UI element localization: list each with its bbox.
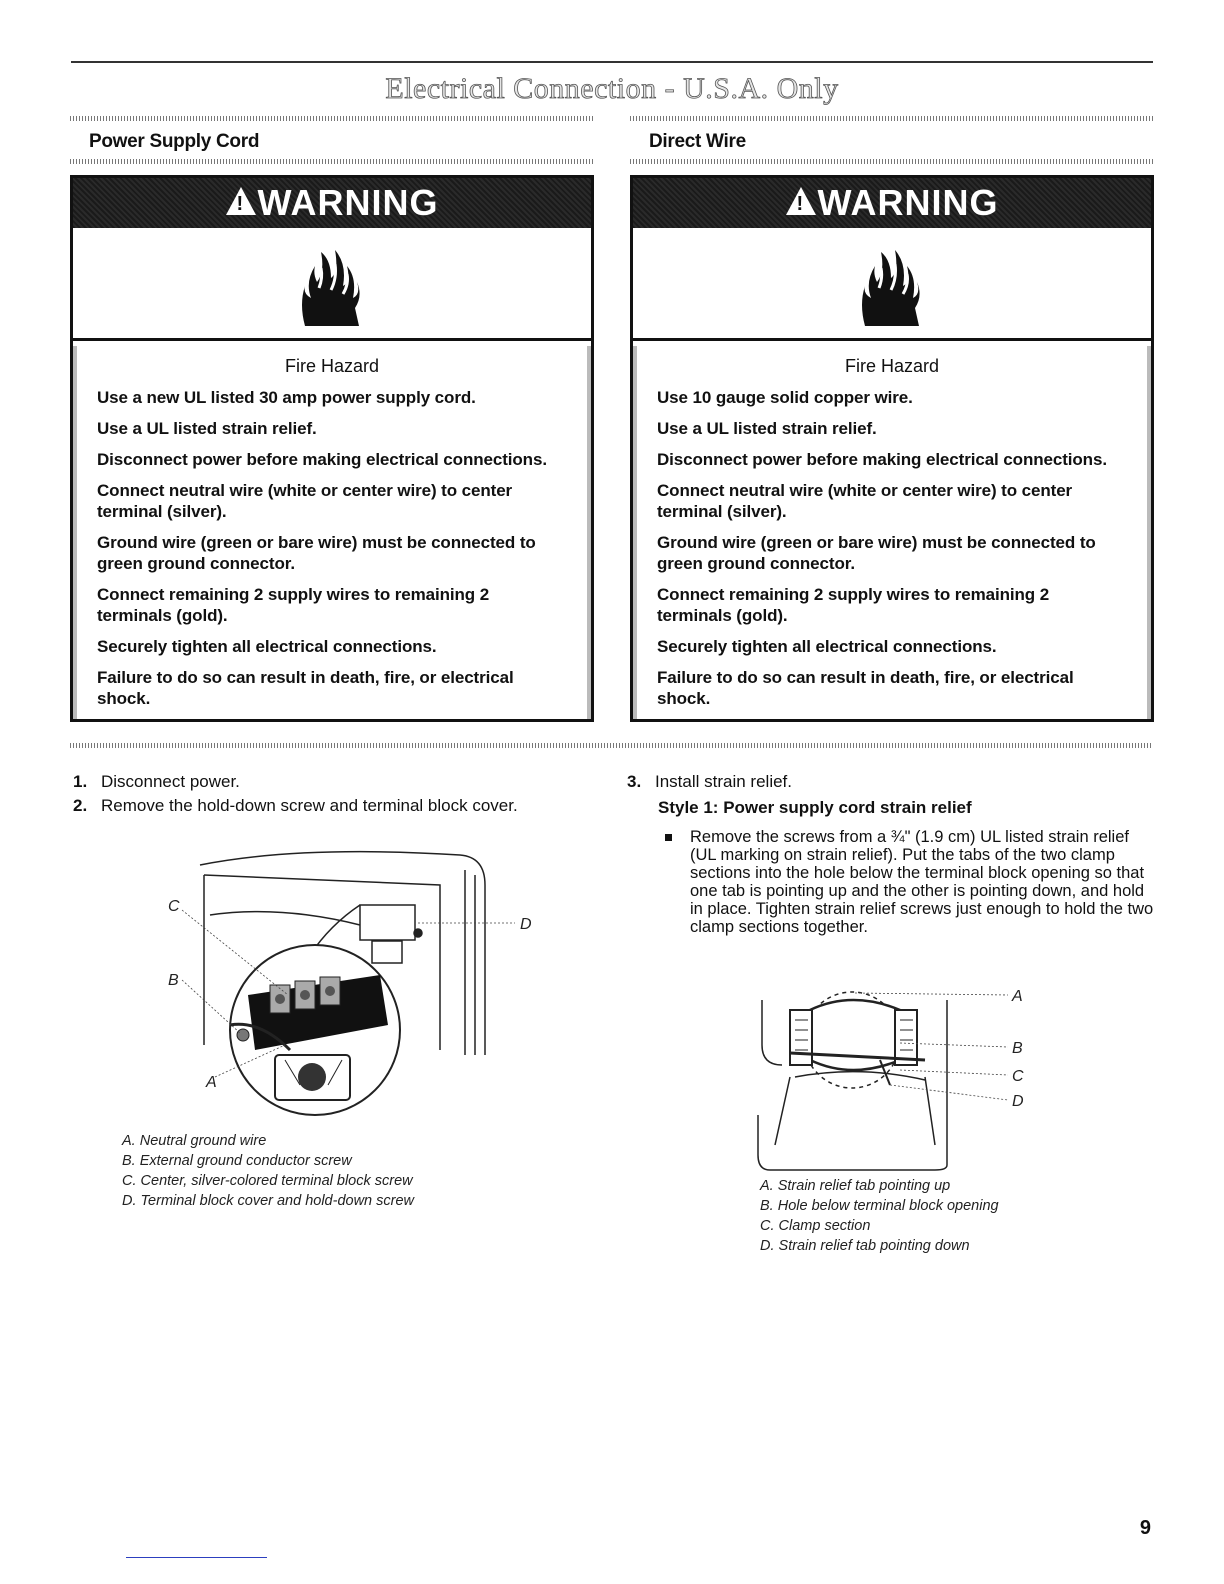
label-b: B [1012,1040,1023,1057]
figure-caption-right [760,1176,999,1256]
caption-line: D. Terminal block cover and hold-down screw [122,1193,415,1209]
square-bullet-icon [665,834,672,841]
fire-icon-area [633,228,1151,341]
page-number: 9 [1139,1517,1151,1539]
warning-line: Use a UL listed strain relief. [97,419,317,438]
strain-relief-illustration [740,965,1060,1175]
dotted-divider [70,159,594,164]
fire-icon-area [73,228,591,341]
terminal-block-illustration [160,845,560,1135]
warning-triangle-icon [226,187,256,215]
bullet-item [665,828,1157,936]
warning-line: Ground wire (green or bare wire) must be connected to green ground connector. [97,533,536,573]
warning-line: Securely tighten all electrical connections. [657,637,997,656]
caption-line: D. Strain relief tab pointing down [760,1238,970,1254]
power-supply-cord-section [70,116,594,164]
section-heading: Power Supply Cord [89,131,260,152]
warning-line: Disconnect power before making electrical connections. [97,450,547,469]
step-number: 3. [627,772,642,791]
warning-banner [633,178,1151,228]
warning-body [633,346,1151,719]
warning-box [70,175,594,722]
caption-line: C. Center, silver-colored terminal block screw [122,1173,413,1189]
footer-link-underline [126,1557,267,1558]
section-heading: Direct Wire [649,131,746,152]
warning-line: Use a new UL listed 30 amp power supply cord. [97,388,476,407]
warning-line: Connect neutral wire (white or center wire) to center terminal (silver). [97,481,513,521]
top-rule [71,61,1153,63]
label-d: D [1012,1093,1024,1110]
label-a: A [1012,988,1023,1005]
fire-hazard-icon [857,238,927,328]
warning-line: Disconnect power before making electrical connections. [657,450,1107,469]
hazard-title: Fire Hazard [844,356,940,376]
warning-line: Ground wire (green or bare wire) must be connected to green ground connector. [657,533,1096,573]
page-title: Electrical Connection - U.S.A. Only [385,72,839,105]
warning-line: Use a UL listed strain relief. [657,419,877,438]
steps-left [73,771,573,819]
warning-line: Failure to do so can result in death, fire, or electrical shock. [97,668,514,708]
caption-line: C. Clamp section [760,1218,871,1234]
caption-line: B. External ground conductor screw [122,1153,352,1169]
label-c: C [168,898,180,915]
warning-line: Failure to do so can result in death, fire, or electrical shock. [657,668,1074,708]
figure-caption-left [122,1131,414,1211]
warning-triangle-icon [786,187,816,215]
caption-line: B. Hole below terminal block opening [760,1198,999,1214]
warning-body [73,346,591,719]
step-text: Install strain relief. [655,772,792,791]
caption-line: A. Neutral ground wire [122,1133,267,1149]
dotted-divider [70,743,1153,748]
step-text: Disconnect power. [101,772,240,791]
step-number: 1. [73,772,88,791]
warning-line: Connect remaining 2 supply wires to remaining 2 terminals (gold). [97,585,490,625]
label-a: A [206,1074,217,1091]
step-number: 2. [73,796,88,815]
warning-banner-text: WARNING [257,182,439,223]
bullet-text: Remove the screws from a ¾" (1.9 cm) UL listed strain relief (UL marking on strain relief). Put the tabs of the two clamp sections into the hole below the terminal block opening so that one tab is pointing up and the other is pointing down, and hold in place. Tighten strain relief screws just enough to hold the two clamp sections together. [690,828,1154,936]
fire-hazard-icon [297,238,367,328]
step-item [627,771,1157,792]
warning-line: Connect remaining 2 supply wires to remaining 2 terminals (gold). [657,585,1050,625]
direct-wire-section [630,116,1154,164]
warning-banner-text: WARNING [817,182,999,223]
step-item [73,771,573,792]
warning-line: Securely tighten all electrical connections. [97,637,437,656]
steps-right [627,771,1157,936]
step-text: Remove the hold-down screw and terminal block cover. [101,796,518,815]
label-b: B [168,972,179,989]
caption-line: A. Strain relief tab pointing up [760,1178,951,1194]
style-heading: Style 1: Power supply cord strain relief [658,798,972,817]
warning-line: Use 10 gauge solid copper wire. [657,388,913,407]
label-c: C [1012,1068,1024,1085]
warning-line: Connect neutral wire (white or center wire) to center terminal (silver). [657,481,1073,521]
warning-box [630,175,1154,722]
step-item [73,795,573,816]
hazard-title: Fire Hazard [284,356,380,376]
dotted-divider [630,159,1154,164]
warning-banner [73,178,591,228]
label-d: D [520,916,532,933]
